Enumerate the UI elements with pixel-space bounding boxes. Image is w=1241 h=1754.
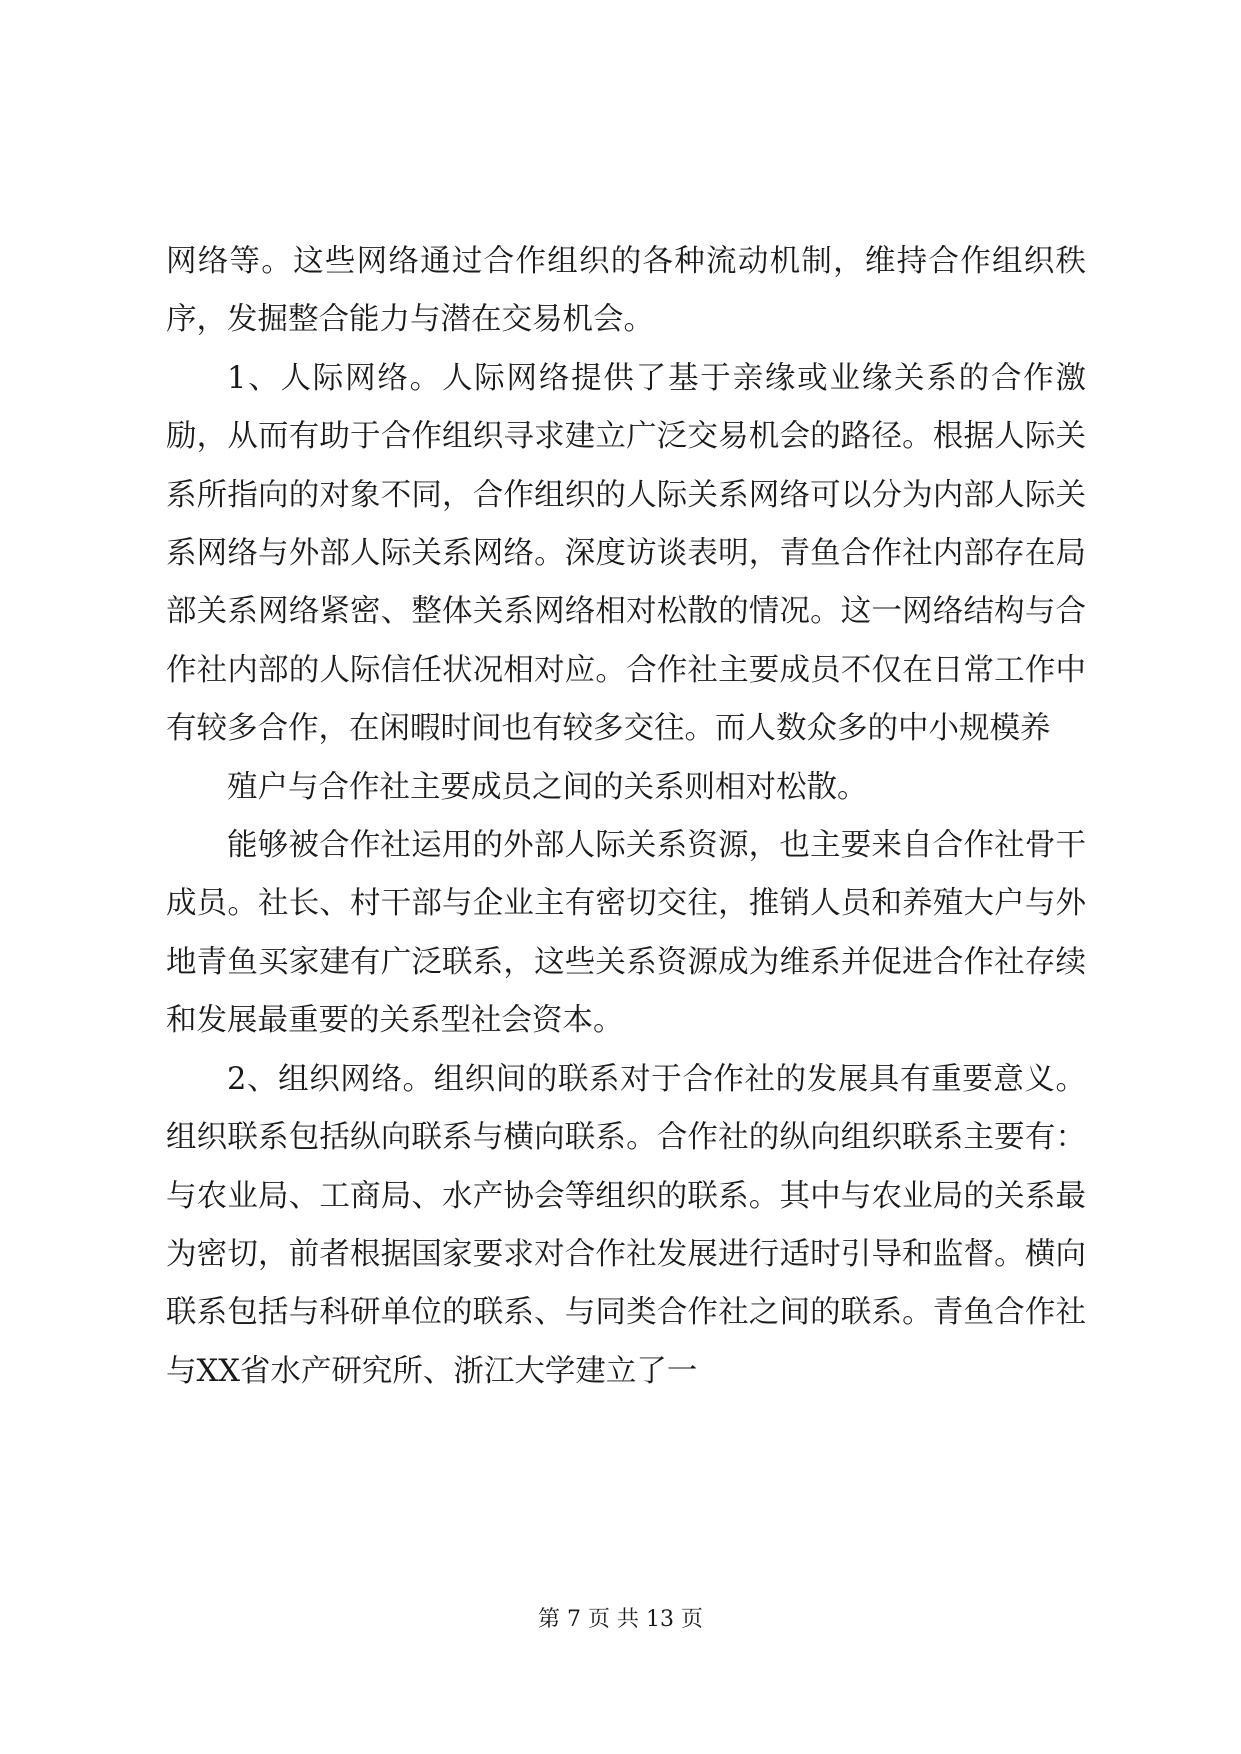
paragraph-external-relations: 能够被合作社运用的外部人际关系资源，也主要来自合作社骨干成员。社长、村干部与企业主有密切交往，推销人员和养殖大户与外地青鱼买家建有广泛联系，这些关系资源成为维系并促进合作社存续和发展最重要的关系型社会资本。 <box>166 828 1086 1039</box>
paragraph-organization-network: 2、组织网络。组织间的联系对于合作社的发展具有重要意义。组织联系包括纵向联系与横向联系。合作社的纵向组织联系主要有：与农业局、工商局、水产协会等组织的联系。其中与农业局的关系最为密切，前者根据国家要求对合作社发展进行适时引导和监督。横向联系包括与科研单位的联系、与同类合作社之间的联系。青鱼合作社与XX省水产研究所、浙江大学建立了一 <box>166 1061 1086 1389</box>
page-number-footer: 第 7 页 共 13 页 <box>538 1607 703 1632</box>
paragraph-intro: 网络等。这些网络通过合作组织的各种流动机制，维持合作组织秩序，发掘整合能力与潜在交易机会。 <box>166 244 1086 338</box>
paragraph-small-farmers: 殖户与合作社主要成员之间的关系则相对松散。 <box>227 769 868 805</box>
paragraph-interpersonal-network: 1、人际网络。人际网络提供了基于亲缘或业缘关系的合作激励，从而有助于合作组织寻求建立广泛交易机会的路径。根据人际关系所指向的对象不同，合作组织的人际关系网络可以分为内部人际关系网络与外部人际关系网络。深度访谈表明，青鱼合作社内部存在局部关系网络紧密、整体关系网络相对松散的情况。这一网络结构与合作社内部的人际信任状况相对应。合作社主要成员不仅在日常工作中有较多合作，在闲暇时间也有较多交往。而人数众多的中小规模养 <box>166 360 1086 747</box>
document-body <box>166 233 1086 1401</box>
